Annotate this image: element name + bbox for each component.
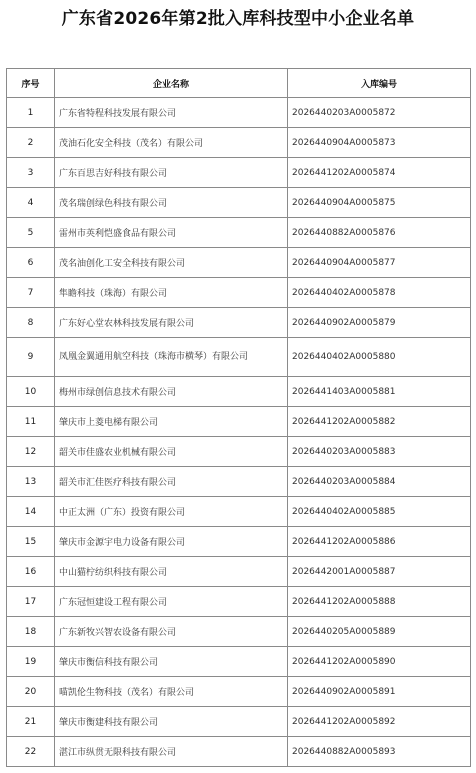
row-registration-number: 2026440402A0005885 xyxy=(288,497,471,527)
row-index: 2 xyxy=(7,128,55,158)
company-list-table xyxy=(6,68,471,767)
row-company-name: 广东新牧兴智农设备有限公司 xyxy=(55,617,288,647)
row-company-name: 广东好心堂农林科技发展有限公司 xyxy=(55,308,288,338)
row-registration-number: 2026440203A0005872 xyxy=(288,98,471,128)
header-index: 序号 xyxy=(7,69,55,98)
table-row xyxy=(7,407,471,437)
row-company-name: 韶关市汇佳医疗科技有限公司 xyxy=(55,467,288,497)
row-company-name: 喵凯伦生物科技（茂名）有限公司 xyxy=(55,677,288,707)
row-registration-number: 2026440402A0005878 xyxy=(288,278,471,308)
table-row xyxy=(7,587,471,617)
row-company-name: 中正太洲（广东）投资有限公司 xyxy=(55,497,288,527)
row-registration-number: 2026440902A0005891 xyxy=(288,677,471,707)
row-registration-number: 2026440882A0005893 xyxy=(288,737,471,767)
row-index: 21 xyxy=(7,707,55,737)
header-registration-number: 入库编号 xyxy=(288,69,471,98)
row-registration-number: 2026441202A0005890 xyxy=(288,647,471,677)
table-row xyxy=(7,128,471,158)
table-row xyxy=(7,158,471,188)
page-title: 广东省2026年第2批入库科技型中小企业名单 xyxy=(61,9,415,29)
row-index: 15 xyxy=(7,527,55,557)
row-registration-number: 2026440205A0005889 xyxy=(288,617,471,647)
row-registration-number: 2026441403A0005881 xyxy=(288,377,471,407)
row-index: 18 xyxy=(7,617,55,647)
table-row xyxy=(7,437,471,467)
row-registration-number: 2026440904A0005875 xyxy=(288,188,471,218)
row-index: 14 xyxy=(7,497,55,527)
row-index: 5 xyxy=(7,218,55,248)
row-registration-number: 2026441202A0005892 xyxy=(288,707,471,737)
row-index: 8 xyxy=(7,308,55,338)
row-index: 20 xyxy=(7,677,55,707)
row-company-name: 隼瞻科技（珠海）有限公司 xyxy=(55,278,288,308)
row-index: 7 xyxy=(7,278,55,308)
table-row xyxy=(7,467,471,497)
row-index: 12 xyxy=(7,437,55,467)
table-row xyxy=(7,338,471,377)
header-company-name: 企业名称 xyxy=(55,69,288,98)
table-row xyxy=(7,497,471,527)
row-index: 11 xyxy=(7,407,55,437)
row-registration-number: 2026440904A0005873 xyxy=(288,128,471,158)
table-row xyxy=(7,617,471,647)
table-row xyxy=(7,377,471,407)
row-index: 22 xyxy=(7,737,55,767)
table-row xyxy=(7,248,471,278)
table-row xyxy=(7,188,471,218)
row-index: 9 xyxy=(7,338,55,377)
row-company-name: 肇庆市衡信科技有限公司 xyxy=(55,647,288,677)
row-index: 13 xyxy=(7,467,55,497)
row-index: 10 xyxy=(7,377,55,407)
row-registration-number: 2026440904A0005877 xyxy=(288,248,471,278)
row-company-name: 梅州市绿创信息技术有限公司 xyxy=(55,377,288,407)
row-company-name: 广东百思吉好科技有限公司 xyxy=(55,158,288,188)
table-row xyxy=(7,647,471,677)
table-row xyxy=(7,737,471,767)
row-index: 6 xyxy=(7,248,55,278)
row-registration-number: 2026440203A0005883 xyxy=(288,437,471,467)
row-registration-number: 2026440402A0005880 xyxy=(288,338,471,377)
row-company-name: 雷州市英利恺盛食品有限公司 xyxy=(55,218,288,248)
row-registration-number: 2026440203A0005884 xyxy=(288,467,471,497)
row-company-name: 肇庆市衡建科技有限公司 xyxy=(55,707,288,737)
row-registration-number: 2026441202A0005888 xyxy=(288,587,471,617)
row-company-name: 韶关市佳盛农业机械有限公司 xyxy=(55,437,288,467)
row-registration-number: 2026441202A0005874 xyxy=(288,158,471,188)
table-row xyxy=(7,98,471,128)
row-index: 3 xyxy=(7,158,55,188)
row-index: 17 xyxy=(7,587,55,617)
table-row xyxy=(7,218,471,248)
table-row xyxy=(7,677,471,707)
table-row xyxy=(7,557,471,587)
row-registration-number: 2026441202A0005882 xyxy=(288,407,471,437)
row-registration-number: 2026441202A0005886 xyxy=(288,527,471,557)
row-registration-number: 2026440902A0005879 xyxy=(288,308,471,338)
row-company-name: 中山猫柠纺织科技有限公司 xyxy=(55,557,288,587)
table-row xyxy=(7,707,471,737)
row-index: 19 xyxy=(7,647,55,677)
row-company-name: 凤凰金翼通用航空科技（珠海市横琴）有限公司 xyxy=(55,338,288,377)
row-index: 16 xyxy=(7,557,55,587)
row-registration-number: 2026440882A0005876 xyxy=(288,218,471,248)
table-header-row xyxy=(7,69,471,98)
row-index: 1 xyxy=(7,98,55,128)
row-company-name: 茂名瑞创绿色科技有限公司 xyxy=(55,188,288,218)
row-company-name: 肇庆市上菱电梯有限公司 xyxy=(55,407,288,437)
row-index: 4 xyxy=(7,188,55,218)
row-company-name: 肇庆市金源宇电力设备有限公司 xyxy=(55,527,288,557)
table-row xyxy=(7,278,471,308)
row-company-name: 广东冠恒建设工程有限公司 xyxy=(55,587,288,617)
row-registration-number: 2026442001A0005887 xyxy=(288,557,471,587)
row-company-name: 茂名油创化工安全科技有限公司 xyxy=(55,248,288,278)
row-company-name: 广东省特程科技发展有限公司 xyxy=(55,98,288,128)
table-row xyxy=(7,308,471,338)
table-row xyxy=(7,527,471,557)
row-company-name: 茂油石化安全科技（茂名）有限公司 xyxy=(55,128,288,158)
row-company-name: 湛江市纵贯无限科技有限公司 xyxy=(55,737,288,767)
